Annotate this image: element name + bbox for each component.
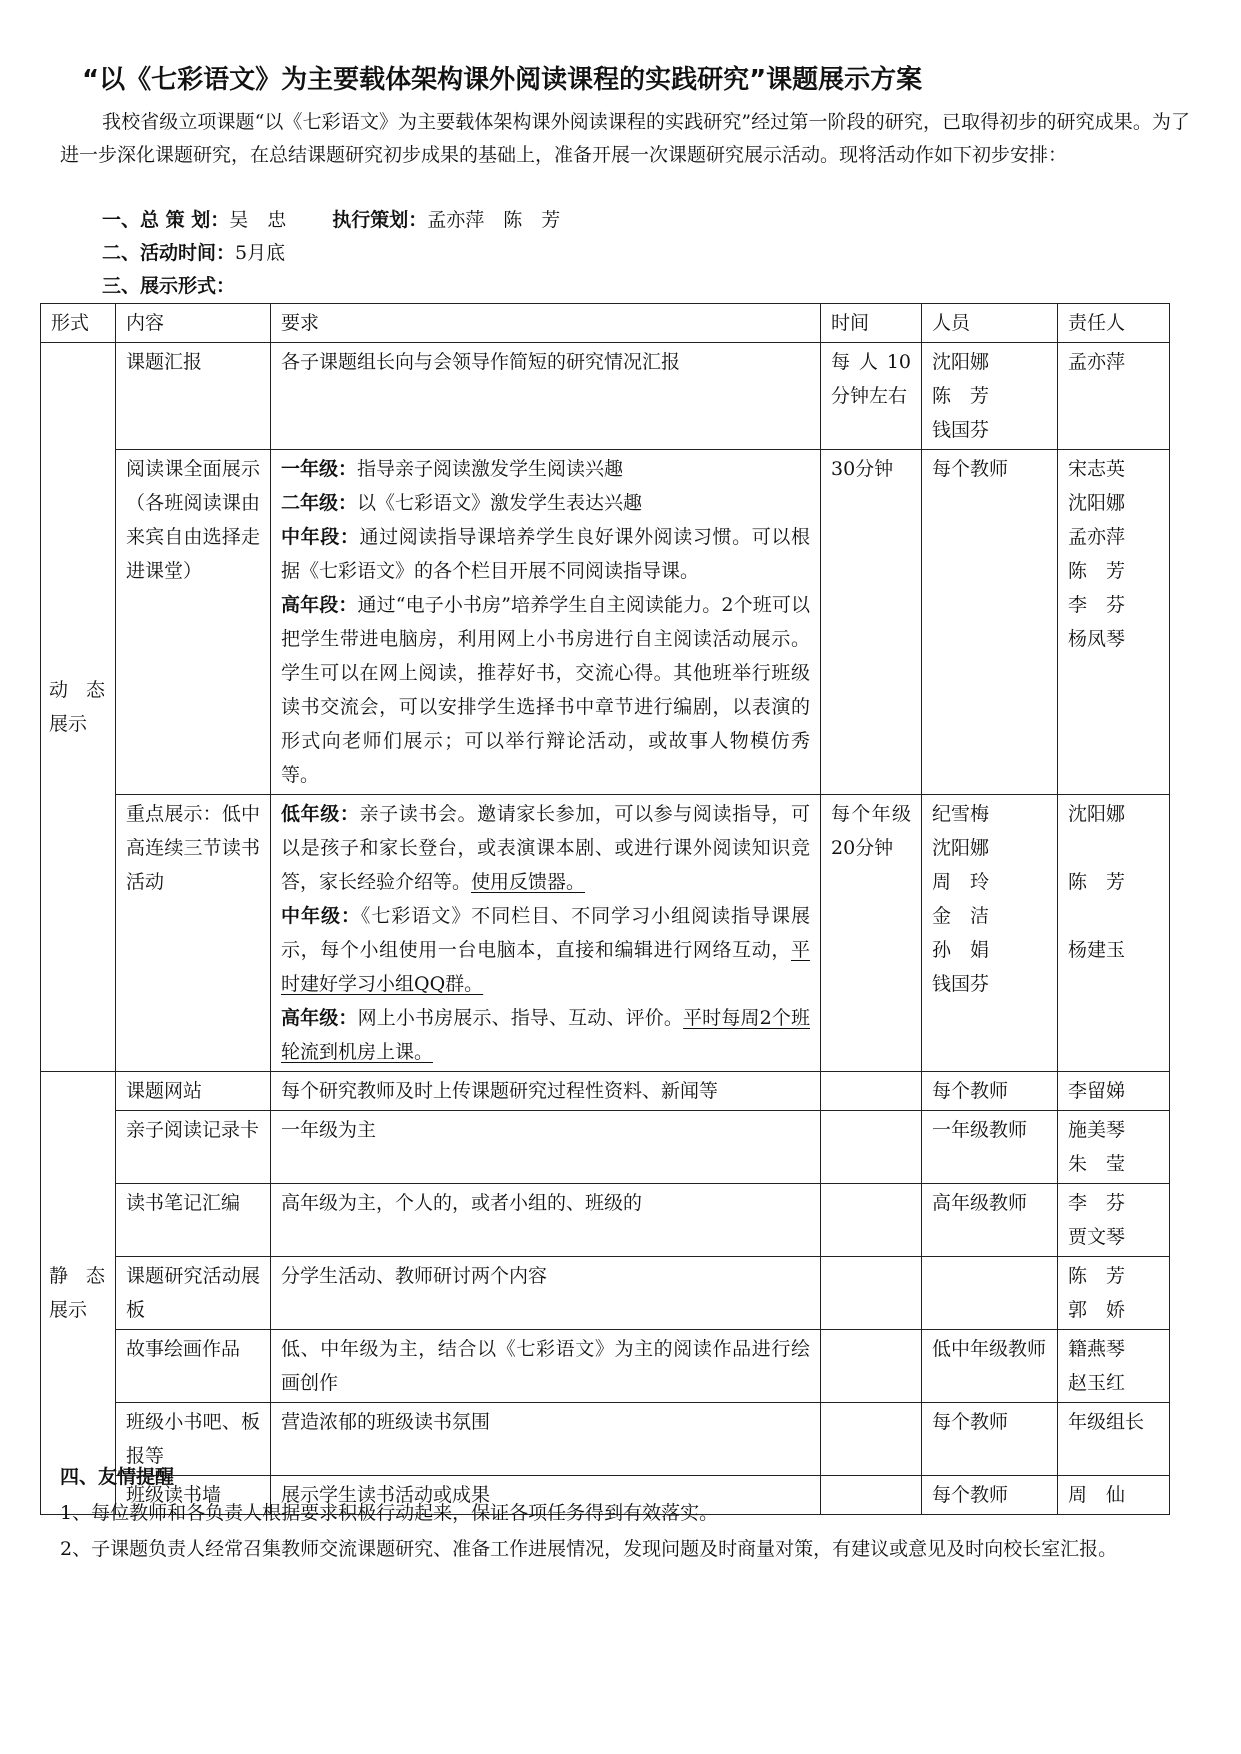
time-cell: 30分钟 <box>821 450 922 795</box>
low-grade-label: 低年级： <box>281 803 360 825</box>
table-row <box>41 1184 1170 1257</box>
activity-time-line <box>102 238 285 268</box>
responsible-name: 陈 芳 <box>1068 560 1126 582</box>
grade1-text: 指导亲子阅读激发学生阅读兴趣 <box>357 458 624 480</box>
exec-planner-value: 孟亦萍 陈 芳 <box>427 209 561 231</box>
mid-grade-label: 中年段： <box>281 526 360 548</box>
staff-name: 钱国芬 <box>932 973 990 995</box>
responsible-cell <box>1058 450 1170 795</box>
header-cell: 时间 <box>821 304 922 343</box>
mid-grade-text: 通过阅读指导课培养学生良好课外阅读习惯。可以根据《七彩语文》的各个栏目开展不同阅读指导课。 <box>281 526 810 582</box>
header-cell: 人员 <box>922 304 1058 343</box>
staff-cell <box>922 795 1058 1072</box>
format-line <box>102 271 235 301</box>
time-cell <box>821 1184 922 1257</box>
content-cell: 课题研究活动展板 <box>116 1257 271 1330</box>
mid-grade-underlined: 平时建好学习小组QQ群。 <box>281 939 810 995</box>
table-row <box>41 450 1170 795</box>
format-label: 三、展示形式： <box>102 275 236 297</box>
high-grade-underlined: 平时每周2个班轮流到机房上课。 <box>281 1007 810 1063</box>
content-cell: 班级小书吧、板报等 <box>116 1403 271 1476</box>
time-cell <box>821 1257 922 1330</box>
chief-planner-label: 一、总 策 划： <box>102 209 230 231</box>
responsible-name: 陈 芳 <box>1068 871 1126 893</box>
responsible-name: 李 芬 <box>1068 1192 1126 1214</box>
staff-cell <box>922 1257 1058 1330</box>
requirement-cell <box>271 795 821 1072</box>
responsible-name: 郭 娇 <box>1068 1299 1126 1321</box>
table-row <box>41 1072 1170 1111</box>
activity-time-label: 二、活动时间： <box>102 242 236 264</box>
table-row <box>41 1403 1170 1476</box>
table-row <box>41 795 1170 1072</box>
requirement-cell: 营造浓郁的班级读书氛围 <box>271 1403 821 1476</box>
responsible-name: 杨建玉 <box>1068 939 1126 961</box>
requirement-cell: 高年级为主，个人的，或者小组的、班级的 <box>271 1184 821 1257</box>
low-grade-text: 亲子读书会。邀请家长参加，可以参与阅读指导，可以是孩子和家长登台，或表演课本剧、或进行课外阅读知识竞答，家长经验介绍等。 <box>281 803 810 893</box>
header-cell: 责任人 <box>1058 304 1170 343</box>
table-row <box>41 1257 1170 1330</box>
responsible-name: 孟亦萍 <box>1068 526 1126 548</box>
chief-planner-value: 吴 忠 <box>229 209 287 231</box>
staff-cell: 低中年级教师 <box>922 1330 1058 1403</box>
plan-table <box>40 303 1170 1515</box>
responsible-cell <box>1058 1403 1170 1476</box>
staff-cell: 每个教师 <box>922 1476 1058 1515</box>
content-cell: 故事绘画作品 <box>116 1330 271 1403</box>
staff-name: 周 玲 <box>932 871 990 893</box>
header-cell: 形式 <box>41 304 116 343</box>
high-grade-label: 高年级： <box>281 1007 358 1029</box>
responsible-name: 宋志英 <box>1068 458 1126 480</box>
responsible-name: 朱 莹 <box>1068 1153 1126 1175</box>
high-grade-label: 高年段： <box>281 594 358 616</box>
responsible-cell <box>1058 1257 1170 1330</box>
responsible-name: 施美琴 <box>1068 1119 1126 1141</box>
content-cell: 重点展示：低中高连续三节读书活动 <box>116 795 271 1072</box>
time-cell <box>821 1111 922 1184</box>
reminder-item: 1、每位教师和各负责人根据要求积极行动起来，保证各项任务得到有效落实。 <box>60 1502 719 1524</box>
staff-cell: 高年级教师 <box>922 1184 1058 1257</box>
high-grade-text: 通过“电子小书房”培养学生自主阅读能力。2个班可以把学生带进电脑房，利用网上小书房进行自主阅读活动展示。学生可以在网上阅读，推荐好书，交流心得。其他班举行班级读书交流会，可以安排学生选择书中章节进行编剧，以表演的形式向老师们展示；可以举行辩论活动，或故事人物模仿秀等。 <box>281 594 810 786</box>
responsible-name: 沈阳娜 <box>1068 803 1126 825</box>
header-cell: 要求 <box>271 304 821 343</box>
staff-name: 沈阳娜 <box>932 351 990 373</box>
requirement-cell: 每个研究教师及时上传课题研究过程性资料、新闻等 <box>271 1072 821 1111</box>
responsible-cell <box>1058 343 1170 450</box>
responsible-name: 李留娣 <box>1068 1080 1126 1102</box>
grade2-text: 以《七彩语文》激发学生表达兴趣 <box>357 492 643 514</box>
time-cell <box>821 1330 922 1403</box>
reminders-heading: 四、友情提醒 <box>60 1466 175 1488</box>
staff-name: 纪雪梅 <box>932 803 990 825</box>
content-cell: 阅读课全面展示（各班阅读课由来宾自由选择走进课堂） <box>116 450 271 795</box>
reminder-item: 2、子课题负责人经常召集教师交流课题研究、准备工作进展情况，发现问题及时商量对策，有建议或意见及时向校长室汇报。 <box>60 1538 1118 1560</box>
content-cell: 读书笔记汇编 <box>116 1184 271 1257</box>
time-cell <box>821 1403 922 1476</box>
responsible-cell <box>1058 1111 1170 1184</box>
content-cell: 亲子阅读记录卡 <box>116 1111 271 1184</box>
responsible-name: 年级组长 <box>1068 1411 1145 1433</box>
responsible-name: 籍燕琴 <box>1068 1338 1126 1360</box>
staff-cell: 每个教师 <box>922 1072 1058 1111</box>
low-grade-underlined: 使用反馈器。 <box>471 871 586 893</box>
activity-time-value: 5月底 <box>235 242 286 264</box>
mid-grade-text: 《七彩语文》不同栏目、不同学习小组阅读指导课展示，每个小组使用一台电脑本，直接和编辑进行网络互动， <box>281 905 810 961</box>
responsible-name: 周 仙 <box>1068 1484 1126 1506</box>
staff-name: 每个教师 <box>932 458 1009 480</box>
responsible-cell <box>1058 1184 1170 1257</box>
table-header-row <box>41 304 1170 343</box>
responsible-cell <box>1058 1330 1170 1403</box>
exec-planner-label: 执行策划： <box>332 209 428 231</box>
mid-grade-label: 中年级： <box>281 905 361 927</box>
time-cell <box>821 1072 922 1111</box>
table-row <box>41 1330 1170 1403</box>
requirement-cell: 分学生活动、教师研讨两个内容 <box>271 1257 821 1330</box>
staff-name: 陈 芳 <box>932 385 990 407</box>
responsible-name: 李 芬 <box>1068 594 1126 616</box>
content-cell: 课题网站 <box>116 1072 271 1111</box>
document-title: “以《七彩语文》为主要载体架构课外阅读课程的实践研究”课题展示方案 <box>82 65 923 95</box>
content-cell: 课题汇报 <box>116 343 271 450</box>
staff-cell: 每个教师 <box>922 1403 1058 1476</box>
time-cell: 每个年级20分钟 <box>821 795 922 1072</box>
responsible-cell <box>1058 1072 1170 1111</box>
staff-name: 沈阳娜 <box>932 837 990 859</box>
responsible-name: 杨凤琴 <box>1068 628 1126 650</box>
header-cell: 内容 <box>116 304 271 343</box>
table-row <box>41 1111 1170 1184</box>
intro-paragraph: 我校省级立项课题“以《七彩语文》为主要载体架构课外阅读课程的实践研究”经过第一阶段的研究，已取得初步的研究成果。为了进一步深化课题研究，在总结课题研究初步成果的基础上，准备开展一次课题研究展示活动。现将活动作如下初步安排： <box>60 111 1190 166</box>
staff-name: 孙 娟 <box>932 939 990 961</box>
time-cell: 每人10分钟左右 <box>821 343 922 450</box>
staff-cell <box>922 450 1058 795</box>
responsible-name: 赵玉红 <box>1068 1372 1126 1394</box>
responsible-name: 沈阳娜 <box>1068 492 1126 514</box>
static-form-cell: 静 态展示 <box>41 1072 116 1515</box>
requirement-cell: 一年级为主 <box>271 1111 821 1184</box>
planning-line <box>102 205 560 235</box>
requirement-cell: 低、中年级为主，结合以《七彩语文》为主的阅读作品进行绘画创作 <box>271 1330 821 1403</box>
staff-cell: 一年级教师 <box>922 1111 1058 1184</box>
grade2-label: 二年级： <box>281 492 358 514</box>
staff-name: 钱国芬 <box>932 419 990 441</box>
grade1-label: 一年级： <box>281 458 358 480</box>
dynamic-form-cell: 动 态展示 <box>41 343 116 1072</box>
responsible-name: 孟亦萍 <box>1068 351 1126 373</box>
high-grade-text: 网上小书房展示、指导、互动、评价。 <box>357 1007 684 1029</box>
requirement-cell <box>271 450 821 795</box>
table-row <box>41 343 1170 450</box>
requirement-cell: 展示学生读书活动或成果 <box>271 1476 821 1515</box>
content-cell: 班级读书墙 <box>116 1476 271 1515</box>
requirement-cell: 各子课题组长向与会领导作简短的研究情况汇报 <box>271 343 821 450</box>
responsible-cell <box>1058 795 1170 1072</box>
responsible-name: 贾文琴 <box>1068 1226 1126 1248</box>
staff-cell <box>922 343 1058 450</box>
responsible-name: 陈 芳 <box>1068 1265 1126 1287</box>
staff-name: 金 洁 <box>932 905 990 927</box>
